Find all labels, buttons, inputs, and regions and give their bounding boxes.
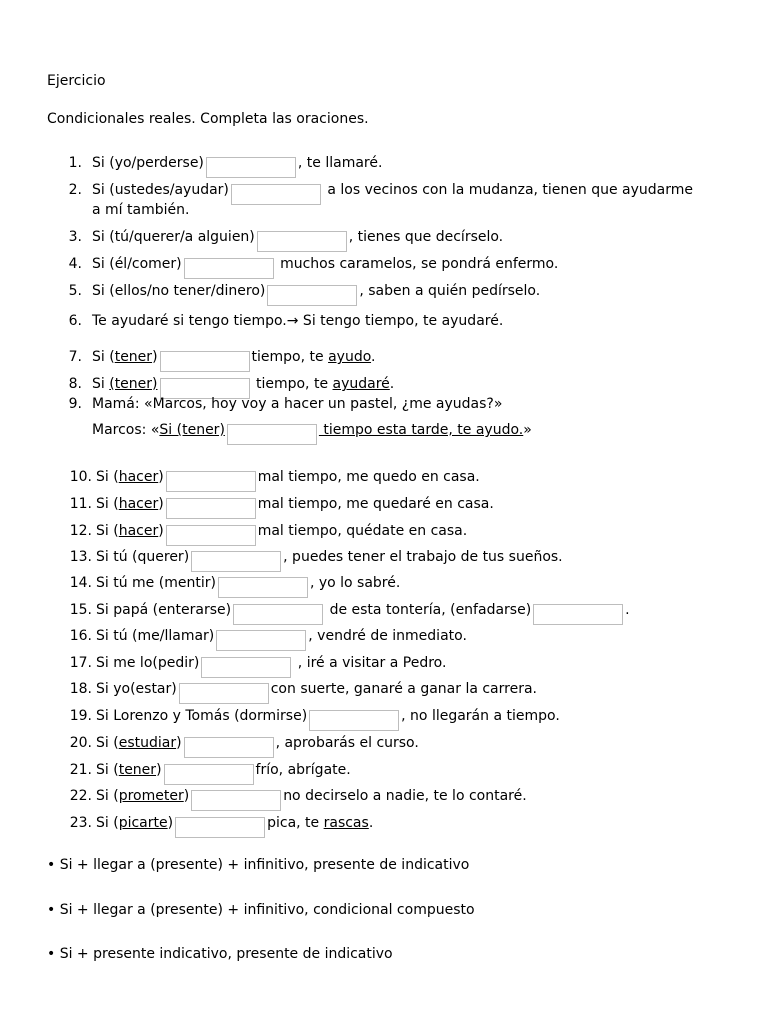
- item-verb: ayudaré: [332, 376, 390, 392]
- item-text: Si tú me (mentir): [96, 575, 216, 591]
- item-text: no decirselo a nadie, te lo contaré.: [283, 788, 527, 804]
- list-item: [96, 523, 467, 546]
- item-text: a los vecinos con la mudanza, tienen que ayudarme: [322, 182, 694, 198]
- item-text: con suerte, ganaré a ganar la carrera.: [270, 681, 537, 697]
- item-number: 5.: [68, 283, 82, 299]
- item-text: Si (tú/querer/a alguien): [92, 229, 255, 245]
- item-text: .: [371, 349, 376, 365]
- answer-input[interactable]: [233, 604, 323, 625]
- item-number: 13.: [69, 549, 92, 565]
- list-item: [92, 256, 558, 279]
- item-text: Si (ustedes/ayudar): [92, 182, 229, 198]
- item-text: Si (: [92, 349, 115, 365]
- item-verb: estudiar: [118, 735, 177, 751]
- item-verb: Si (tener): [159, 422, 225, 438]
- item-number: 12.: [69, 523, 92, 539]
- item-number: 10.: [69, 469, 92, 485]
- item-text: ): [158, 496, 164, 512]
- item-text: Marcos: «: [92, 422, 160, 438]
- item-number: 3.: [68, 229, 82, 245]
- list-item: [92, 349, 375, 372]
- item-text: ): [158, 523, 164, 539]
- item-text: Si tú (querer): [96, 549, 190, 565]
- item-text: Si (él/comer): [92, 256, 182, 272]
- answer-input[interactable]: [175, 817, 265, 838]
- answer-input[interactable]: [257, 231, 347, 252]
- item-text: tiempo, te: [251, 376, 333, 392]
- item-verb: tener: [118, 762, 157, 778]
- item-text: de esta tontería, (enfadarse): [325, 602, 532, 618]
- item-text: , saben a quién pedírselo.: [359, 283, 541, 299]
- rule-line: • Si + llegar a (presente) + infinitivo, condicional compuesto: [47, 902, 475, 918]
- list-item: [96, 655, 446, 678]
- item-number: 7.: [68, 349, 82, 365]
- list-item: [96, 681, 537, 704]
- answer-input[interactable]: [309, 710, 399, 731]
- item-text: Si (: [96, 815, 119, 831]
- item-number: 6.: [68, 313, 82, 329]
- item-text: tiempo, te: [251, 349, 329, 365]
- list-item: [96, 575, 400, 598]
- item-text: Si (: [96, 788, 119, 804]
- item-text: ): [158, 469, 164, 485]
- answer-input[interactable]: [179, 683, 269, 704]
- item-text: Si me lo(pedir): [96, 655, 200, 671]
- answer-input[interactable]: [191, 790, 281, 811]
- item-text: ): [156, 762, 162, 778]
- list-item: [96, 708, 560, 731]
- list-item: [96, 815, 373, 838]
- instruction-text: Condicionales reales. Completa las oraciones.: [47, 111, 369, 127]
- item-number: 2.: [68, 182, 82, 198]
- item-text: , no llegarán a tiempo.: [401, 708, 560, 724]
- rule-line: • Si + presente indicativo, presente de indicativo: [47, 946, 393, 962]
- item-number: 19.: [69, 708, 92, 724]
- list-item: [92, 155, 382, 178]
- list-item: [96, 549, 563, 572]
- item-number: 22.: [69, 788, 92, 804]
- item-text: Si (ellos/no tener/dinero): [92, 283, 266, 299]
- item-verb: hacer: [118, 496, 159, 512]
- item-verb: rascas: [323, 815, 369, 831]
- item-text: Si tú (me/llamar): [96, 628, 215, 644]
- item-text: Si yo(estar): [96, 681, 177, 697]
- item-text: , te llamaré.: [297, 155, 383, 171]
- item-text: .: [368, 815, 374, 831]
- item-text: Si (: [96, 523, 119, 539]
- item-text: a mí también.: [92, 202, 190, 218]
- item-text: , aprobarás el curso.: [275, 735, 419, 751]
- item-text: ): [152, 349, 158, 365]
- answer-input[interactable]: [164, 764, 254, 785]
- item-text: »: [523, 422, 532, 438]
- answer-input[interactable]: [184, 258, 274, 279]
- answer-input[interactable]: [216, 630, 306, 651]
- item-text: Si (: [96, 762, 119, 778]
- answer-input[interactable]: [206, 157, 296, 178]
- item-number: 1.: [68, 155, 82, 171]
- item-text: ): [176, 735, 182, 751]
- item-text: , iré a visitar a Pedro.: [293, 655, 447, 671]
- item-text: Si (: [96, 469, 119, 485]
- item-number: 9.: [68, 396, 82, 412]
- item-text: Si Lorenzo y Tomás (dormirse): [96, 708, 308, 724]
- item-text: ): [167, 815, 174, 831]
- item-verb: hacer: [118, 469, 159, 485]
- answer-input[interactable]: [184, 737, 274, 758]
- item-verb: prometer: [118, 788, 184, 804]
- page-heading: Ejercicio: [47, 73, 106, 89]
- item-verb: ayudo: [328, 349, 372, 365]
- item-text: pica, te: [267, 815, 324, 831]
- item-number: 14.: [69, 575, 92, 591]
- item-number: 4.: [68, 256, 82, 272]
- item-text: , yo lo sabré.: [309, 575, 401, 591]
- item-number: 23.: [69, 815, 92, 831]
- item-text: muchos caramelos, se pondrá enfermo.: [275, 256, 559, 272]
- rule-line: • Si + llegar a (presente) + infinitivo, presente de indicativo: [47, 857, 470, 873]
- item-text: .: [625, 602, 630, 618]
- item-number: 20.: [69, 735, 92, 751]
- item-verb: hacer: [118, 523, 159, 539]
- item-number: 8.: [68, 376, 82, 392]
- item-text: mal tiempo, quédate en casa.: [257, 523, 468, 539]
- item-number: 21.: [69, 762, 92, 778]
- list-item: Mamá: «Marcos, hoy voy a hacer un pastel, ¿me ayudas?»: [92, 396, 503, 412]
- list-item: [92, 422, 532, 445]
- list-item: [92, 229, 503, 252]
- list-item: [96, 496, 494, 519]
- item-number: 18.: [69, 681, 92, 697]
- list-item: Te ayudaré si tengo tiempo.→ Si tengo tiempo, te ayudaré.: [92, 313, 504, 329]
- item-number: 16.: [69, 628, 92, 644]
- item-text: frío, abrígate.: [255, 762, 351, 778]
- item-verb: picarte: [118, 815, 168, 831]
- answer-input[interactable]: [231, 184, 321, 205]
- item-verb: (tener): [109, 376, 158, 392]
- item-text: , vendré de inmediato.: [308, 628, 467, 644]
- answer-input[interactable]: [160, 351, 250, 372]
- item-text: tiempo esta tarde, te ayudo.: [318, 422, 524, 438]
- item-text: Si (: [96, 735, 119, 751]
- item-text: Si (: [96, 496, 119, 512]
- item-text: mal tiempo, me quedo en casa.: [257, 469, 480, 485]
- list-item: [96, 735, 419, 758]
- answer-input[interactable]: [267, 285, 357, 306]
- answer-input[interactable]: [166, 525, 256, 546]
- item-number: 11.: [69, 496, 92, 512]
- answer-input[interactable]: [191, 551, 281, 572]
- item-text: Si papá (enterarse): [96, 602, 232, 618]
- list-item: [96, 469, 480, 492]
- answer-input[interactable]: [166, 471, 256, 492]
- item-verb: tener: [114, 349, 153, 365]
- item-text: , tienes que decírselo.: [348, 229, 504, 245]
- item-number: 17.: [69, 655, 92, 671]
- answer-input[interactable]: [166, 498, 256, 519]
- list-item: [96, 788, 527, 811]
- answer-input[interactable]: [218, 577, 308, 598]
- answer-input[interactable]: [227, 424, 317, 445]
- list-item: [96, 602, 630, 625]
- answer-input[interactable]: [533, 604, 623, 625]
- item-text: , puedes tener el trabajo de tus sueños.: [283, 549, 563, 565]
- item-number: 15.: [69, 602, 92, 618]
- item-text: .: [389, 376, 395, 392]
- list-item: [96, 762, 351, 785]
- answer-input[interactable]: [201, 657, 291, 678]
- item-text: mal tiempo, me quedaré en casa.: [257, 496, 494, 512]
- item-text: Si (yo/perderse): [92, 155, 204, 171]
- item-text: ): [183, 788, 190, 804]
- item-text: Si: [92, 376, 110, 392]
- list-item: [96, 628, 467, 651]
- list-item: [92, 283, 540, 306]
